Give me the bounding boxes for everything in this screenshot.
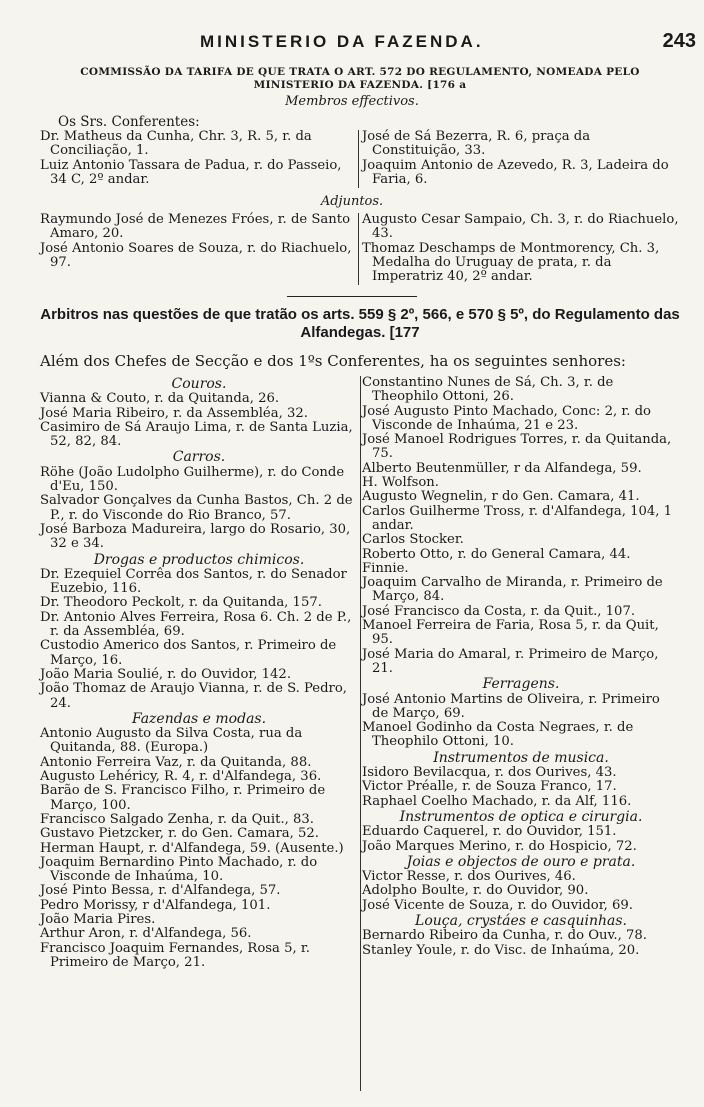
list-entry: Casimiro de Sá Araujo Lima, r. de Santa Luzia, 52, 82, 84.	[40, 419, 353, 450]
list-entry: João Maria Soulié, r. do Ouvidor, 142.	[40, 666, 292, 682]
list-entry: José Barboza Madureira, largo do Rosario, 30, 32 e 34.	[40, 521, 351, 552]
section-heading: Ferragens.	[482, 676, 560, 693]
list-entry: Manoel Godinho da Costa Negraes, r. de Theophilo Ottoni, 10.	[362, 720, 634, 750]
running-header	[0, 30, 704, 56]
list-entry: Stanley Youle, r. do Visc. de Inhaúma, 20.	[362, 942, 640, 958]
list-entry: Röhe (João Ludolpho Guilherme), r. do Conde d'Eu, 150.	[40, 464, 345, 495]
list-entry: Adolpho Boulte, r. do Ouvidor, 90.	[362, 883, 589, 899]
section-heading: Instrumentos de musica.	[433, 749, 609, 766]
list-entry: Antonio Augusto da Silva Costa, rua da Quitanda, 88. (Europa.)	[40, 726, 303, 756]
list-entry: Raphael Coelho Machado, r. da Alf, 116.	[362, 793, 632, 809]
page-number: 243	[662, 30, 696, 52]
list-entry: Barão de S. Francisco Filho, r. Primeiro de Março, 100.	[40, 783, 326, 813]
list-entry: Joaquim Carvalho de Miranda, r. Primeiro de Março, 84.	[362, 575, 663, 605]
column-divider	[360, 376, 361, 1091]
list-entry: H. Wolfson.	[362, 475, 439, 491]
list-entry: José Vicente de Souza, r. do Ouvidor, 69.	[362, 897, 633, 913]
members-block	[40, 130, 680, 190]
list-entry: José de Sá Bezerra, R. 6, praça da Constituição, 33.	[362, 129, 591, 159]
list-entry: Victor Resse, r. dos Ourives, 46.	[362, 869, 576, 885]
list-entry: Herman Haupt, r. d'Alfandega, 59. (Ausente.)	[40, 840, 344, 856]
list-entry: José Augusto Pinto Machado, Conc: 2, r. do Visconde de Inhaúma, 21 e 23.	[362, 403, 651, 433]
list-entry: Bernardo Ribeiro da Cunha, r. do Ouv., 78.	[362, 928, 647, 944]
adjuncts-right	[362, 213, 680, 284]
list-entry: Raymundo José de Menezes Fróes, r. de Santo Amaro, 20.	[40, 212, 351, 242]
commission-intro: Os Srs. Conferentes:	[58, 114, 200, 130]
column-divider	[358, 130, 359, 188]
section-heading: Instrumentos de optica e cirurgia.	[399, 808, 643, 825]
commission-title: COMMISSÃO DA TARIFA DE QUE TRATA O ART. 572 DO REGULAMENTO, NOMEADA PELO MINISTERIO DA FAZENDA. [176 a	[80, 66, 640, 91]
list-entry: Arthur Aron, r. d'Alfandega, 56.	[40, 926, 252, 942]
list-entry: José Maria Ribeiro, r. da Assembléa, 32.	[40, 405, 308, 421]
list-entry: Francisco Salgado Zenha, r. da Quit., 83.	[40, 811, 314, 827]
list-entry: Salvador Gonçalves da Cunha Bastos, Ch. 2 de P., r. do Visconde do Rio Branco, 57.	[40, 493, 353, 523]
arbitros-columns	[40, 376, 680, 1096]
arbitros-right-column	[362, 376, 680, 958]
list-entry: Joaquim Bernardino Pinto Machado, r. do Visconde de Inhaúma, 10.	[40, 854, 318, 885]
list-entry: José Manoel Rodrigues Torres, r. da Quitanda, 75.	[362, 432, 672, 462]
list-entry: Antonio Ferreira Vaz, r. da Quitanda, 88.	[40, 754, 312, 770]
arbitros-intro: Além dos Chefes de Secção e dos 1ºs Conferentes, ha os seguintes senhores:	[40, 352, 626, 370]
list-entry: Luiz Antonio Tassara de Padua, r. do Passeio, 34 C, 2º andar.	[40, 157, 342, 187]
list-entry: Joaquim Antonio de Azevedo, R. 3, Ladeira do Faria, 6.	[362, 157, 669, 187]
arbitros-title: Arbitros nas questões de que tratão os arts. 559 § 2º, 566, e 570 § 5º, do Regulamento das Alfandegas. [177	[40, 306, 680, 341]
list-entry: Carlos Guilherme Tross, r. d'Alfandega, 104, 1 andar.	[362, 503, 673, 533]
list-entry: Carlos Stocker.	[362, 532, 464, 548]
list-entry: José Antonio Martins de Oliveira, r. Primeiro de Março, 69.	[362, 691, 660, 721]
list-entry: Francisco Joaquim Fernandes, Rosa 5, r. Primeiro de Março, 21.	[40, 940, 310, 970]
members-heading: Membros effectivos.	[285, 94, 419, 109]
list-entry: Finnie.	[362, 560, 409, 576]
list-entry: Dr. Ezequiel Corrêa dos Santos, r. do Senador Euzebio, 116.	[40, 566, 347, 597]
members-left	[40, 130, 358, 187]
list-entry: Dr. Theodoro Peckolt, r. da Quitanda, 157.	[40, 595, 322, 611]
list-entry: Roberto Otto, r. do General Camara, 44.	[362, 546, 631, 562]
section-heading: Carros.	[172, 449, 226, 466]
list-entry: José Pinto Bessa, r. d'Alfandega, 57.	[40, 883, 281, 899]
list-entry: João Marques Merino, r. do Hospicio, 72.	[362, 838, 637, 854]
list-entry: José Francisco da Costa, r. da Quit., 107.	[362, 603, 636, 619]
list-entry: Gustavo Pietzcker, r. do Gen. Camara, 52.	[40, 826, 319, 842]
column-divider	[358, 213, 359, 285]
list-entry: Constantino Nunes de Sá, Ch. 3, r. de Theophilo Ottoni, 26.	[362, 375, 614, 405]
list-entry: João Thomaz de Araujo Vianna, r. de S. Pedro, 24.	[40, 681, 347, 711]
list-entry: Dr. Matheus da Cunha, Chr. 3, R. 5, r. da Conciliação, 1.	[40, 129, 312, 159]
section-heading: Fazendas e modas.	[131, 710, 267, 727]
members-right	[362, 130, 680, 187]
list-entry: João Maria Pires.	[40, 911, 156, 927]
list-entry: Augusto Cesar Sampaio, Ch. 3, r. do Riachuelo, 43.	[362, 212, 679, 242]
list-entry: Pedro Morissy, r d'Alfandega, 101.	[40, 897, 271, 913]
list-entry: Victor Préalle, r. de Souza Franco, 17.	[362, 779, 617, 795]
section-heading: Joias e objectos de ouro e prata.	[406, 853, 636, 870]
section-rule	[287, 296, 417, 297]
list-entry: Custodio Americo dos Santos, r. Primeiro de Março, 16.	[40, 638, 337, 668]
list-entry: Thomaz Deschamps de Montmorency, Ch. 3, Medalha do Uruguay de prata, r. da Imperatriz 40, 2º andar.	[362, 240, 660, 285]
section-heading: Louça, crystáes e casquinhas.	[415, 912, 627, 929]
arbitros-left-column	[40, 376, 358, 970]
list-entry: Dr. Antonio Alves Ferreira, Rosa 6. Ch. 2 de P., r. da Assembléa, 69.	[40, 609, 352, 640]
adjuncts-left	[40, 213, 358, 270]
list-entry: Isidoro Bevilacqua, r. dos Ourives, 43.	[362, 765, 617, 781]
list-entry: José Antonio Soares de Souza, r. do Riachuelo, 97.	[40, 240, 352, 270]
section-heading: Drogas e productos chimicos.	[93, 551, 305, 568]
list-entry: Manoel Ferreira de Faria, Rosa 5, r. da Quit, 95.	[362, 618, 659, 648]
list-entry: Alberto Beutenmüller, r da Alfandega, 59.	[362, 460, 642, 476]
adjuncts-block	[40, 213, 680, 288]
page-header-title: MINISTERIO DA FAZENDA.	[200, 32, 484, 51]
adjuncts-heading: Adjuntos.	[320, 194, 384, 209]
section-heading: Couros.	[171, 376, 227, 392]
list-entry: José Maria do Amaral, r. Primeiro de Março, 21.	[362, 646, 659, 676]
list-entry: Vianna & Couto, r. da Quitanda, 26.	[40, 391, 280, 407]
list-entry: Augusto Lehéricy, R. 4, r. d'Alfandega, 36.	[40, 769, 322, 785]
list-entry: Eduardo Caquerel, r. do Ouvidor, 151.	[362, 824, 617, 840]
list-entry: Augusto Wegnelin, r do Gen. Camara, 41.	[362, 489, 640, 505]
